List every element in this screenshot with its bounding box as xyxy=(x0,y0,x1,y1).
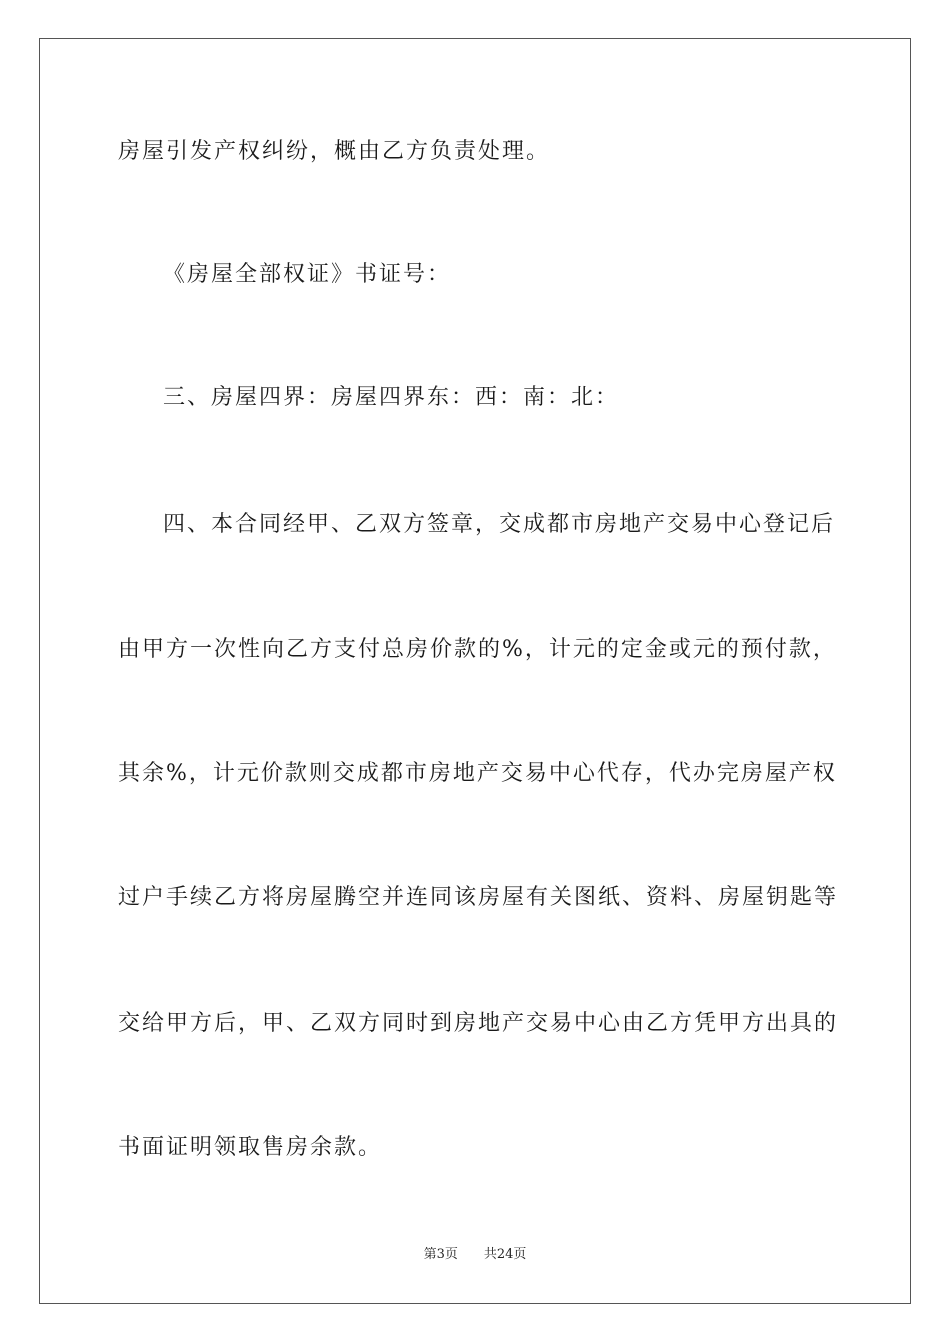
page-border xyxy=(39,38,911,1304)
body-line-4: 四、本合同经甲、乙双方签章，交成都市房地产交易中心登记后 xyxy=(163,512,836,537)
body-line-2: 《房屋全部权证》书证号： xyxy=(163,262,452,287)
body-line-6: 其余%，计元价款则交成都市房地产交易中心代存，代办完房屋产权 xyxy=(118,761,837,786)
total-page-count: 共24页 xyxy=(483,1247,527,1262)
page-footer xyxy=(0,1246,950,1264)
body-line-1: 房屋引发产权纠纷，概由乙方负责处理。 xyxy=(118,139,551,164)
body-line-8: 交给甲方后，甲、乙双方同时到房地产交易中心由乙方凭甲方出具的 xyxy=(118,1011,839,1036)
current-page-number: 第3页 xyxy=(423,1247,458,1262)
body-line-5: 由甲方一次性向乙方支付总房价款的%，计元的定金或元的预付款， xyxy=(118,637,837,662)
body-line-3: 三、房屋四界：房屋四界东：西：南：北： xyxy=(163,385,620,410)
body-line-9: 书面证明领取售房余款。 xyxy=(118,1135,383,1160)
body-line-7: 过户手续乙方将房屋腾空并连同该房屋有关图纸、资料、房屋钥匙等 xyxy=(118,885,839,910)
